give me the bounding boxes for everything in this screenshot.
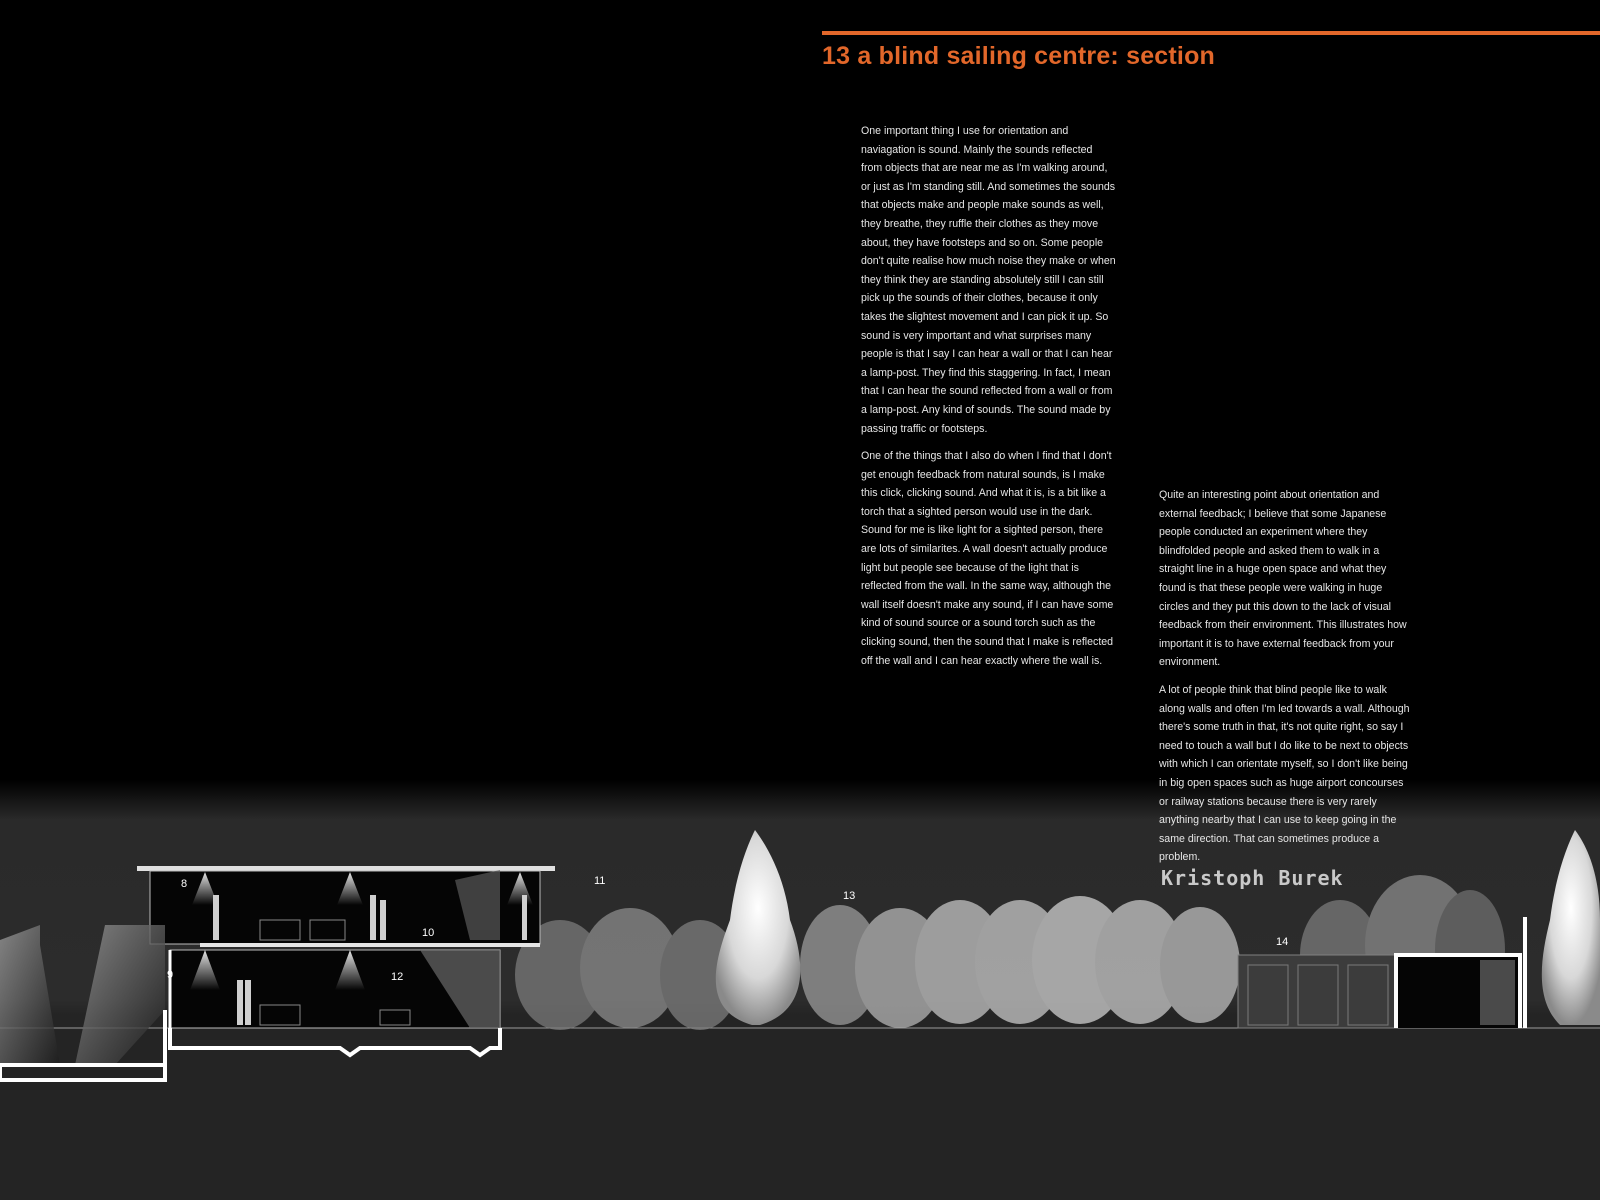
- label-8: 8: [181, 878, 188, 890]
- label-9: 9: [167, 969, 174, 981]
- section-drawing: [0, 800, 1600, 1100]
- paragraph: A lot of people think that blind people like to walk along walls and often I'm led towards a wall. Although there's some truth in that, it's not quite right, so say I need to touch a wall but I do like to be next to objects with which I can orientate myself, so I don't like being in big open spaces such as huge airport concourses or railway stations because there is very rarely anything nearby that I can use to keep going in the same direction. That can sometimes produce a problem.: [1159, 683, 1410, 864]
- author-name: Kristoph Burek: [1161, 866, 1344, 890]
- label-12: 12: [391, 971, 404, 983]
- label-11: 11: [594, 875, 606, 887]
- paragraph: One of the things that I also do when I find that I don't get enough feedback from natural sounds, is I make this click, clicking sound. And what it is, is a bit like a torch that a sighted person would use in the dark. Sound for me is like light for a sighted person, there are lots of similarites. A wall doesn't actually produce light but people see because of the light that is reflected from the wall. In the same way, although the wall itself doesn't make any sound, if I can have some kind of sound source or a sound torch such as the clicking sound, then the sound that I make is reflected off the wall and I can hear exactly where the wall is.: [861, 450, 1114, 667]
- paragraph: One important thing I use for orientation and naviagation is sound. Mainly the sounds reflected from objects that are near me as I'm walking around, or just as I'm standing still. And sometimes the sounds that objects make and people make sounds as well, they breathe, they ruffle their clothes as they move about, they have footsteps and so on. Some people don't quite realise how much noise they make or when they think they are standing absolutely still I can still pick up the sounds of their clothes, because it only takes the slightest movement and I can pick it up. So sound is very important and what surprises many people is that I say I can hear a wall or that I can hear a lamp-post. They find this staggering. In fact, I mean that I can hear the sound reflected from a wall or from a lamp-post. Any kind of sounds. The sound made by passing traffic or footsteps.: [861, 125, 1116, 435]
- text-column-left: [861, 122, 1116, 679]
- label-13: 13: [843, 890, 856, 902]
- paragraph: Quite an interesting point about orientation and external feedback; I believe that some Japanese people conducted an experiment where they blindfolded people and asked them to walk in a straight line in a huge open space and what they found is that these people were walking in huge circles and they put this down to the lack of visual feedback from their environment. This illustrates how important it is to have external feedback from your environment.: [1159, 489, 1407, 669]
- label-14: 14: [1276, 936, 1289, 948]
- title-rule: [822, 31, 1600, 35]
- tree-large: [716, 830, 801, 1025]
- tree-edge: [1542, 830, 1600, 1025]
- page-title: 13 a blind sailing centre: section: [822, 42, 1216, 70]
- label-10: 10: [422, 927, 435, 939]
